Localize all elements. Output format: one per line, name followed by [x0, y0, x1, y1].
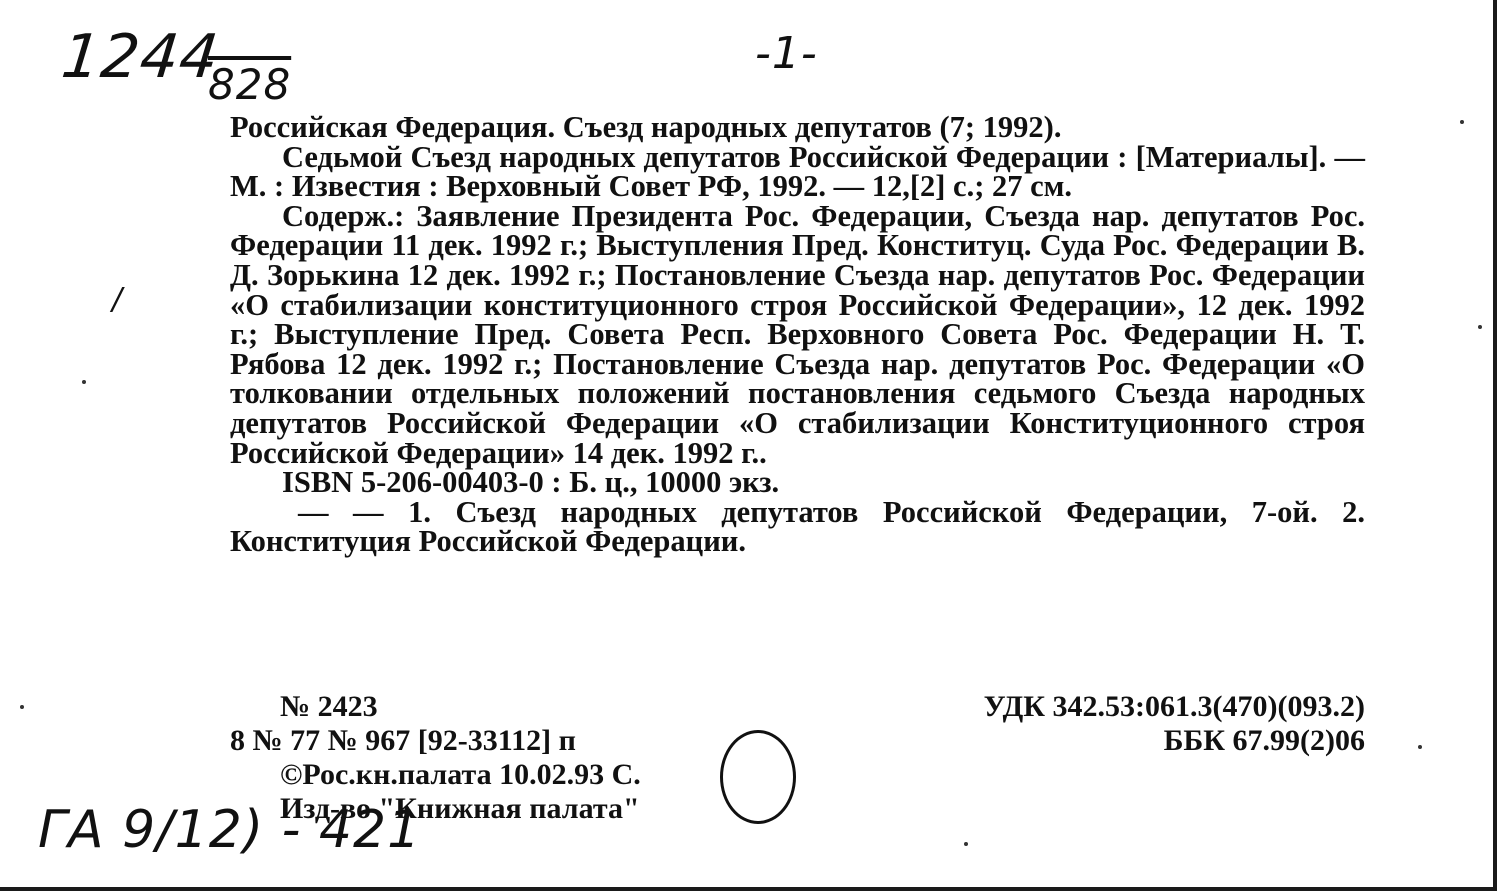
card-publisher: Изд-во "Книжная палата"	[280, 792, 640, 825]
entry-heading: Российская Федерация. Съезд народных депутатов (7; 1992).	[230, 110, 1062, 144]
speck-dot	[1460, 120, 1464, 124]
bibliographic-entry	[230, 110, 1365, 559]
speck-dot	[964, 842, 968, 846]
card-footer-right	[880, 690, 1365, 758]
card-copyright: ©Рос.кн.палата 10.02.93 С.	[280, 758, 641, 791]
bbk-code: ББК 67.99(2)06	[1163, 724, 1365, 757]
speck-dot	[1418, 745, 1422, 749]
entry-contents: Содерж.: Заявление Президента Рос. Федерации, Съезда нар. депутатов Рос. Федерации 11 дек. 1992 г.; Выступления Пред. Конституц. Суда Рос. Федерации В. Д. Зорькина 12 дек. 1992 г.; Постановление Съезда нар. депутатов Рос. Федерации «О стабилизации конституционного строя Российской Федерации», 12 дек. 1992 г.; Выступление Пред. Совета Респ. Верховного Совета Рос. Федерации Н. Т. Рябова 12 дек. 1992 г.; Постановление Съезда нар. депутатов Рос. Федерации «О толковании отдельных положений постановления седьмого Съезда народных депутатов Российской Федерации «О стабилизации Конституционного строя Российской Федерации» 14 дек. 1992 г..	[230, 198, 1365, 470]
speck-dot	[20, 705, 24, 709]
card-number: № 2423	[280, 690, 378, 723]
handwritten-record-number: 1244	[58, 22, 223, 92]
entry-subjects: — — 1. Съезд народных депутатов Российской Федерации, 7-ой. 2. Конституция Российской Федерации.	[230, 494, 1365, 559]
handwritten-shelf-mark: ГА 9/12) - 421	[38, 800, 422, 860]
speck-dot	[82, 380, 86, 384]
entry-isbn: ISBN 5-206-00403-0 : Б. ц., 10000 экз.	[282, 465, 780, 500]
entry-title: Седьмой Съезд народных депутатов Российской Федерации : [Материалы]. — М. : Известия : Верховный Совет РФ, 1992. — 12,[2] с.; 27 см.	[230, 139, 1365, 204]
card-print-info: 8 № 77 № 967 [92-33112] п	[230, 724, 576, 757]
pencil-tick-mark: /	[112, 282, 124, 317]
speck-dot	[1478, 325, 1482, 329]
udk-code: УДК 342.53:061.3(470)(093.2)	[983, 690, 1365, 723]
handwritten-page-mark: -1-	[755, 28, 818, 79]
handwritten-sub-number: 828	[208, 60, 292, 109]
punch-hole-circle	[720, 730, 796, 824]
card-footer-left	[230, 690, 750, 826]
